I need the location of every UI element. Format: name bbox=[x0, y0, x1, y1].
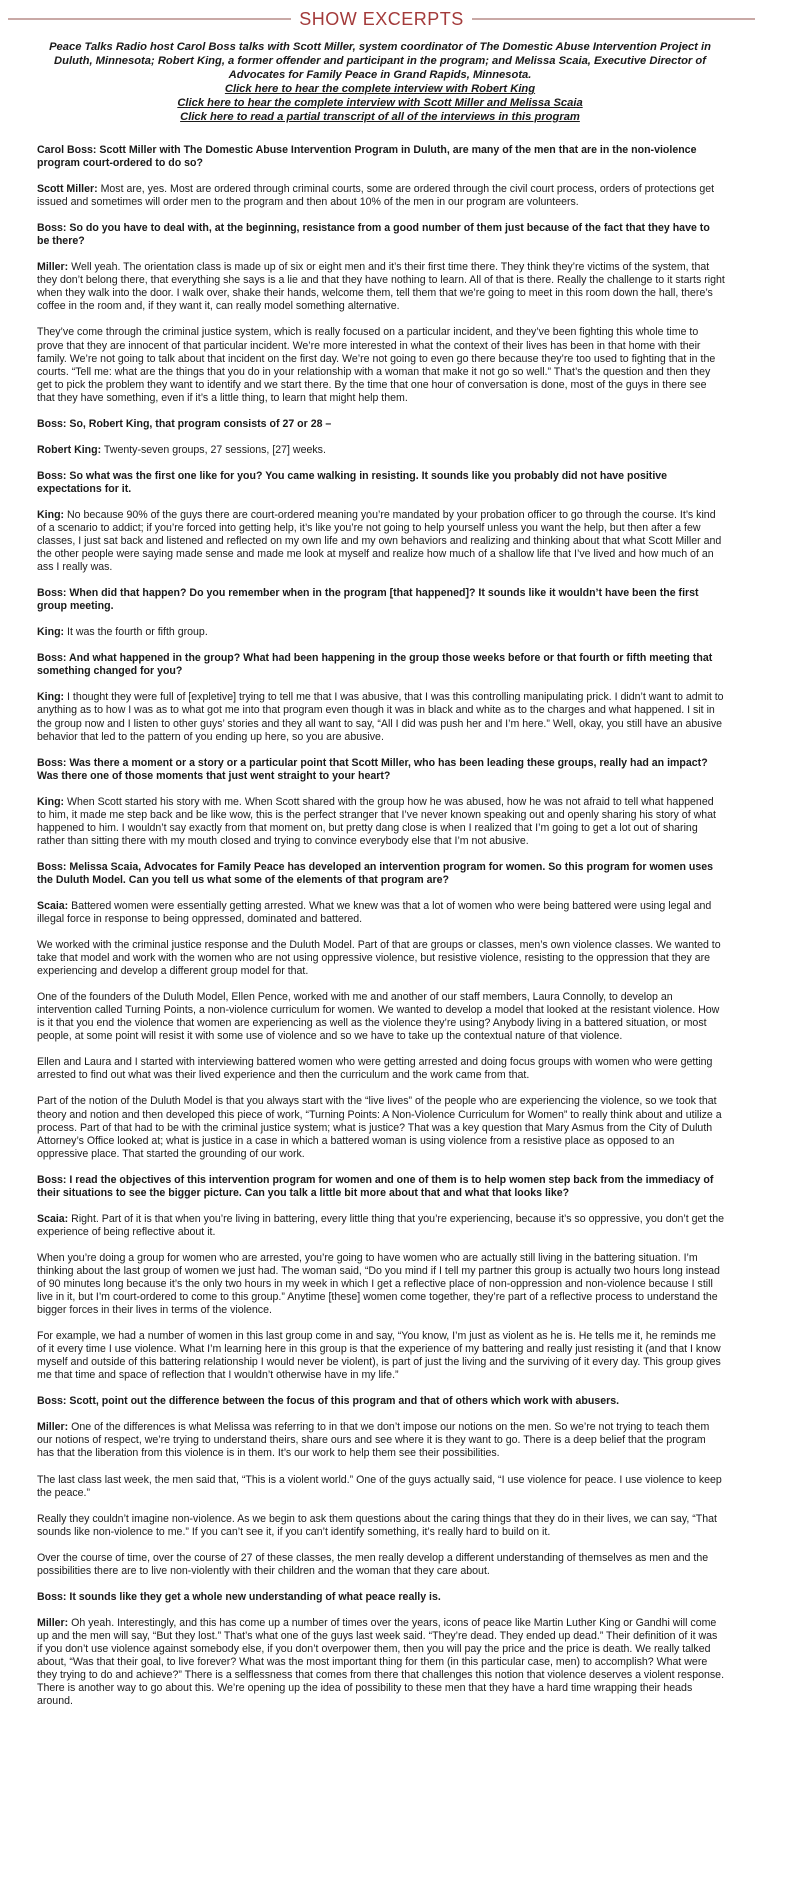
paragraph-text: Boss: Melissa Scaia, Advocates for Family Peace has developed an intervention program for women. So this program for women uses the Duluth Model. Can you tell us what some of the elements of that program are? bbox=[37, 860, 714, 886]
answer-paragraph bbox=[37, 1474, 725, 1500]
paragraph-text: Boss: Was there a moment or a story or a particular point that Scott Miller, who has been leading these groups, really had an impact? Was there one of those moments that just went straight to your heart? bbox=[37, 756, 708, 782]
answer-paragraph bbox=[37, 900, 725, 926]
answer-paragraph bbox=[37, 1213, 725, 1239]
question-paragraph bbox=[37, 1591, 725, 1604]
speaker-label: Miller: bbox=[37, 1421, 69, 1434]
answer-paragraph bbox=[37, 1513, 725, 1539]
section-header bbox=[8, 8, 755, 30]
paragraph-text: Part of the notion of the Duluth Model is that you always start with the “live lives” of the people who are experiencing the violence, so we took that theory and notion and then developed this piece of work, “Turning Points: A Non-Violence Curriculum for Women” to really think about and utilize a process. Part of that had to be with the criminal justice system; what is justice? That was a key question that Mary Asmus from the City of Duluth Attorney’s Office looked at; what is justice in a case in which a battered woman is using violence from a resistive place as opposed to an oppressive place. That started the grounding of our work. bbox=[37, 1095, 722, 1160]
answer-paragraph bbox=[37, 796, 725, 848]
answer-paragraph bbox=[37, 444, 725, 457]
paragraph-text: It was the fourth or fifth group. bbox=[64, 626, 208, 639]
intro-text: Peace Talks Radio host Carol Boss talks with Scott Miller, system coordinator of The Domestic Abuse Intervention Project in Duluth, Minnesota; Robert King, a former offender and participant in the program; and Melissa Scaia, Executive Director of Advocates for Family Peace in Grand Rapids, Minnesota. bbox=[49, 41, 711, 81]
answer-paragraph bbox=[37, 626, 725, 639]
question-paragraph bbox=[37, 144, 725, 170]
answer-paragraph bbox=[37, 1095, 725, 1160]
question-paragraph bbox=[37, 222, 725, 248]
intro-block bbox=[30, 40, 730, 124]
answer-paragraph bbox=[37, 691, 725, 743]
speaker-label: Scaia: bbox=[37, 899, 69, 912]
question-paragraph bbox=[37, 757, 725, 783]
paragraph-text: When you’re doing a group for women who are arrested, you’re going to have women who are actually still living in the battering situation. I’m thinking about the last group of women we just had. The woman said, “Do you mind if I tell my partner this group is actually two hours long instead of 90 minutes long because it’s the only two hours in my week in which I get a reflective place of non-oppression and non-violence because I still live in it, but I’m court-ordered to come to this group.” Anytime [these] women come together, they’re part of a reflective process to understand the bigger forces in their lives in terms of the violence. bbox=[37, 1251, 720, 1317]
answer-paragraph bbox=[37, 1617, 725, 1708]
question-paragraph bbox=[37, 470, 725, 496]
paragraph-text: Ellen and Laura and I started with interviewing battered women who were getting arrested and doing focus groups with women who were getting arrested to find out what was their lived experience and then the curriculum and the work came from that. bbox=[37, 1056, 713, 1082]
answer-paragraph bbox=[37, 509, 725, 574]
paragraph-text: Over the course of time, over the course of 27 of these classes, the men really develop a different understanding of themselves as men and the possibilities there are to live non-violently with their children and the woman that they care about. bbox=[37, 1551, 709, 1577]
answer-paragraph bbox=[37, 1330, 725, 1382]
paragraph-text: Boss: When did that happen? Do you remember when in the program [that happened]? It sounds like it wouldn’t have been the first group meeting. bbox=[37, 587, 699, 613]
header-rule-right bbox=[472, 18, 755, 20]
paragraph-text: Battered women were essentially getting arrested. What we knew was that a lot of women who were being battered were using legal and illegal force in response to being oppressed, dominated and battered. bbox=[37, 899, 712, 926]
paragraph-text: One of the differences is what Melissa was referring to in that we don’t impose our notions on the men. So we’re not trying to teach them our notions of respect, we’re trying to understand theirs, share ours and see where it is they want to go. There is a deep belief that the program has that the liberation from this violence is in them. It’s our work to help them see their possibilities. bbox=[37, 1421, 710, 1460]
speaker-label: Miller: bbox=[37, 1616, 69, 1629]
speaker-label: Miller: bbox=[37, 261, 69, 274]
paragraph-text: Well yeah. The orientation class is made up of six or eight men and it’s their first time there. They think they’re victims of the system, that they don’t belong there, that everything she says is a lie and that they have nothing to learn. All of that is there. Really the challenge to it starts right when they walk into the door. I walk over, shake their hands, welcome them, tell them that we’re going to meet in this room down the hall, there’s coffee in the room and, if they want it, can really model something alternative. bbox=[37, 261, 725, 313]
link-partial-transcript[interactable]: Click here to read a partial transcript of all of the interviews in this program bbox=[180, 111, 580, 123]
paragraph-text: When Scott started his story with me. When Scott shared with the group how he was abused, how he was not afraid to tell what happened to him, it made me step back and be like wow, this is the perfect stranger that I’ve never known speaking out and openly sharing his story of what happened to him. I wouldn’t say exactly from that moment on, but pretty dang close is when I realized that I’m going to get a lot out of sharing rather than sitting there with my mouth closed and trying to convince everybody else that I’m not abusive. bbox=[37, 795, 716, 847]
paragraph-text: For example, we had a number of women in this last group come in and say, “You know, I’m just as violent as he is. He tells me it, he reminds me of it every time I use violence. What I’m learning here in this group is that the experience of my battering and really just resisting it (and that I know myself and outside of this battering relationship I would never be violent), is part of just the living and the surviving of it every day. This group gives me that time and space of reflection that I wouldn’t otherwise have in my life.” bbox=[37, 1330, 721, 1382]
answer-paragraph bbox=[37, 326, 725, 404]
paragraph-text: Really they couldn’t imagine non-violence. As we begin to ask them questions about the caring things that they do in their lives, we can say, “That sounds like non-violence to me.” If you can’t see it, if you can’t identify something, it’s really hard to build on it. bbox=[37, 1512, 717, 1538]
link-miller-scaia-interview[interactable]: Click here to hear the complete interview with Scott Miller and Melissa Scaia bbox=[177, 97, 583, 109]
paragraph-text: Boss: It sounds like they get a whole new understanding of what peace really is. bbox=[37, 1590, 441, 1603]
paragraph-text: Boss: I read the objectives of this intervention program for women and one of them is to help women step back from the immediacy of their situations to see the bigger picture. Can you talk a little bit more about that and what that looks like? bbox=[37, 1173, 714, 1199]
paragraph-text: The last class last week, the men said that, “This is a violent world.” One of the guys actually said, “I use violence for peace. I use violence to keep the peace.” bbox=[37, 1473, 722, 1499]
question-paragraph bbox=[37, 418, 725, 431]
question-paragraph bbox=[37, 587, 725, 613]
answer-paragraph bbox=[37, 183, 725, 209]
answer-paragraph bbox=[37, 991, 725, 1043]
paragraph-text: Boss: So what was the first one like for you? You came walking in resisting. It sounds like you probably did not have positive expectations for it. bbox=[37, 469, 668, 495]
speaker-label: Scaia: bbox=[37, 1212, 69, 1225]
paragraph-text: Boss: Scott, point out the difference between the focus of this program and that of others which work with abusers. bbox=[37, 1395, 620, 1408]
paragraph-text: Boss: So do you have to deal with, at the beginning, resistance from a good number of them just because of the fact that they have to be there? bbox=[37, 222, 710, 248]
speaker-label: King: bbox=[37, 691, 65, 704]
speaker-label: Robert King: bbox=[37, 443, 102, 456]
paragraph-text: Carol Boss: Scott Miller with The Domestic Abuse Intervention Program in Duluth, are many of the men that are in the non-violence program court-ordered to do so? bbox=[37, 144, 697, 170]
paragraph-text: One of the founders of the Duluth Model, Ellen Pence, worked with me and another of our staff members, Laura Connolly, to develop an intervention called Turning Points, a non-violence curriculum for women. We wanted to develop a model that looked at the resistant violence. How is it that you end the violence that women are experiencing as well as the violence they’re using? Anybody living in a battered situation, or most people, at some point will resist it with some use of violence and so we have to take up the contextual nature of that violence. bbox=[37, 991, 720, 1043]
paragraph-text: No because 90% of the guys there are court-ordered meaning you’re mandated by your probation officer to go through the course. It’s kind of a scenario to addict; if you’re forced into getting help, it’s like you’re not going to help yourself unless you want the help, but then after a few classes, I just sat back and listened and reflected on my own life and my own behaviors and realizing and thinking about that what Scott Miller and the other people were saying made sense and made me look at myself and realize how much of a shallow life that I’ve lived and how much of an ass I really was. bbox=[37, 508, 722, 574]
paragraph-text: Boss: So, Robert King, that program consists of 27 or 28 – bbox=[37, 417, 332, 430]
speaker-label: King: bbox=[37, 508, 65, 521]
answer-paragraph bbox=[37, 939, 725, 978]
paragraph-text: They’ve come through the criminal justice system, which is really focused on a particular incident, and they’ve been fighting this whole time to prove that they are innocent of that particular incident. We’re more interested in what the context of their lives has been in that home with their family. We’re not going to talk about that incident on the first day. We’re not going to even go there because they’re too used to fighting that in the courts. “Tell me: what are the things that you do in your relationship with a woman that make it not go so well.” That’s the question and then they get to pick the problem they want to identify and we start there. By the time that one hour of conversation is done, most of the guys in there see that they have something, even if it’s a little thing, to learn that might help them. bbox=[37, 326, 716, 404]
paragraph-text: Right. Part of it is that when you’re living in battering, every little thing that you’re experiencing, because it’s so oppressive, you don’t get the experience of being reflective about it. bbox=[37, 1212, 725, 1238]
paragraph-text: Oh yeah. Interestingly, and this has come up a number of times over the years, icons of peace like Martin Luther King or Gandhi will come up and the men will say, “But they lost.” That’s what one of the guys last week said. “They’re dead. They ended up dead.” Their definition of it was if you don’t use violence against somebody else, if you don’t overpower them, then you will pay the price and the price is death. We really talked about, “Was that their goal, to live forever? What was the most important thing for them (in this particular case, men) to accomplish? What were they trying to do and achieve?” There is a selflessness that comes from there that challenges this notion that violence deserves a violent response. There is another way to go about this. We’re opening up the idea of possibility to these men that they have a hard time wrapping their heads around. bbox=[37, 1616, 725, 1708]
answer-paragraph bbox=[37, 1252, 725, 1317]
speaker-label: King: bbox=[37, 626, 65, 639]
transcript bbox=[37, 144, 725, 1721]
paragraph-text: Most are, yes. Most are ordered through criminal courts, some are ordered through the civil court process, orders of protections get issued and sometimes will order men to the program and then about 10% of the men in our program are volunteers. bbox=[37, 183, 715, 209]
question-paragraph bbox=[37, 1395, 725, 1408]
answer-paragraph bbox=[37, 1421, 725, 1460]
header-rule-left bbox=[8, 18, 291, 20]
section-title: SHOW EXCERPTS bbox=[299, 8, 464, 29]
question-paragraph bbox=[37, 1174, 725, 1200]
speaker-label: Scott Miller: bbox=[37, 183, 98, 196]
answer-paragraph bbox=[37, 1552, 725, 1578]
answer-paragraph bbox=[37, 1056, 725, 1082]
question-paragraph bbox=[37, 861, 725, 887]
answer-paragraph bbox=[37, 261, 725, 313]
link-robert-king-interview[interactable]: Click here to hear the complete interview with Robert King bbox=[224, 83, 536, 95]
paragraph-text: Boss: And what happened in the group? What had been happening in the group those weeks before or that fourth or fifth meeting that something changed for you? bbox=[37, 652, 713, 678]
paragraph-text: We worked with the criminal justice response and the Duluth Model. Part of that are groups or classes, men’s own violence classes. We wanted to take that model and work with the women who are not using oppressive violence, but resistive violence, resisting to the oppression that they are experiencing and develop a different group model for that. bbox=[37, 939, 721, 978]
paragraph-text: I thought they were full of [expletive] trying to tell me that I was abusive, that I was this controlling manipulating prick. I didn’t want to admit to anything as to how I was as to what got me into that program even though it was in black and white as to the charges and what happened. I sit in the group now and I listen to other guys’ stories and they all want to say, “All I did was push her and I’m here.” Well, okay, you still have an abusive behavior that led to the pattern of you ending up here, so you are abusive. bbox=[37, 691, 724, 743]
question-paragraph bbox=[37, 652, 725, 678]
paragraph-text: Twenty-seven groups, 27 sessions, [27] weeks. bbox=[101, 443, 326, 456]
speaker-label: King: bbox=[37, 795, 65, 808]
